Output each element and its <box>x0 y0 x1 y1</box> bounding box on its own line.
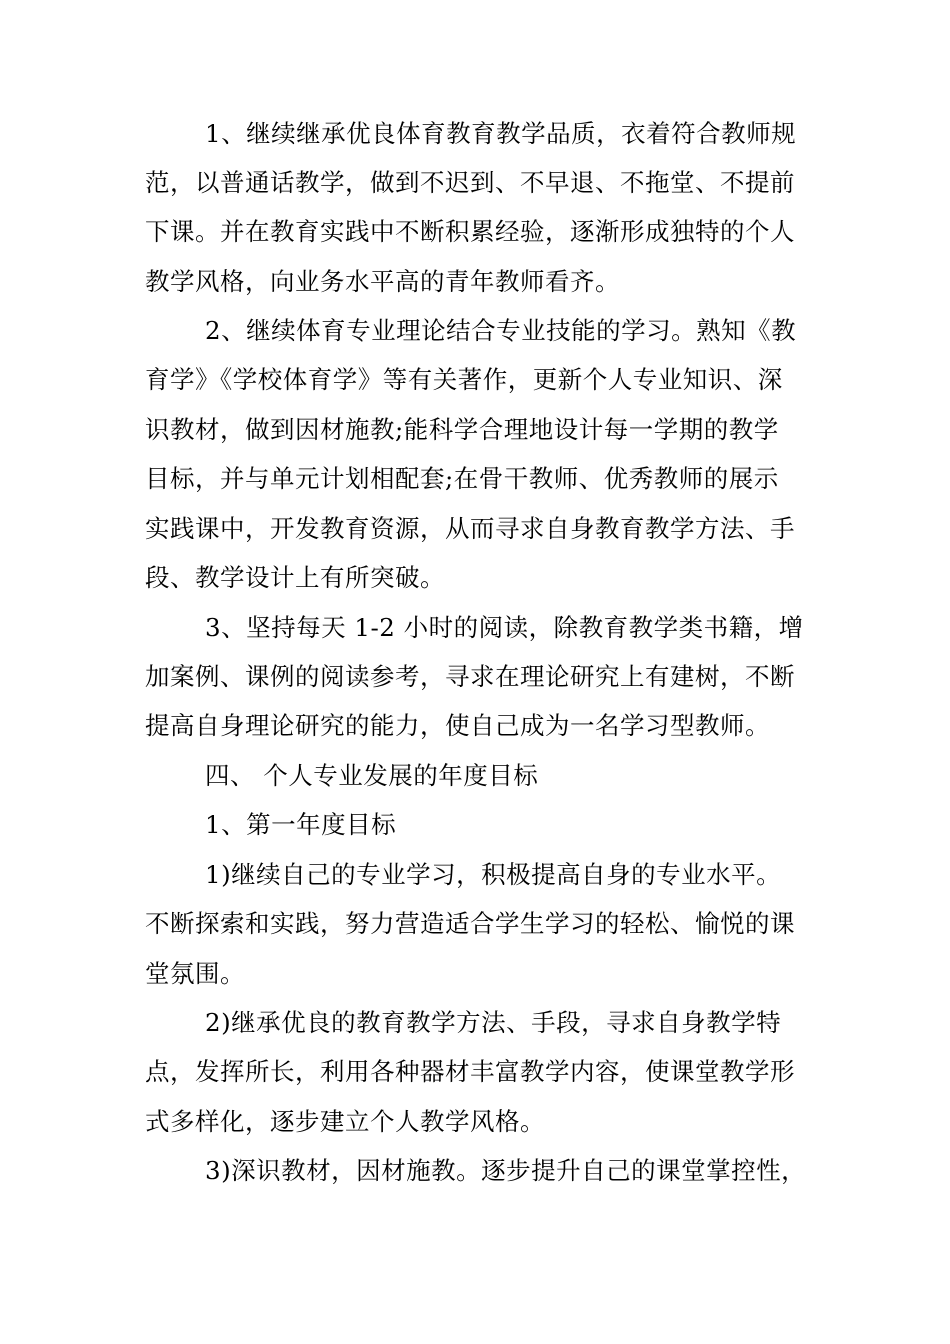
text-line: 式多样化，逐步建立个人教学风格。 <box>145 1107 545 1136</box>
text-line: 3)深识教材，因材施教。逐步提升自己的课堂掌控性， <box>205 1156 807 1185</box>
text-line: 范，以普通话教学，做到不迟到、不早退、不拖堂、不提前 <box>145 168 795 197</box>
text-line: 目标，并与单元计划相配套;在骨干教师、优秀教师的展示 <box>145 464 779 493</box>
subsection-heading: 1、第一年度目标 <box>205 810 397 839</box>
text-line: 不断探索和实践，努力营造适合学生学习的轻松、愉悦的课 <box>145 909 795 938</box>
text-line: 下课。并在教育实践中不断积累经验，逐渐形成独特的个人 <box>145 217 795 246</box>
text-line: 育学》《学校体育学》等有关著作，更新个人专业知识、深 <box>145 365 783 394</box>
text-line: 加案例、课例的阅读参考，寻求在理论研究上有建树，不断 <box>145 662 795 691</box>
text-line: 识教材，做到因材施教;能科学合理地设计每一学期的教学 <box>145 415 779 444</box>
text-line: 提高自身理论研究的能力，使自己成为一名学习型教师。 <box>145 711 770 740</box>
text-line: 点，发挥所长，利用各种器材丰富教学内容，使课堂教学形 <box>145 1057 795 1086</box>
text-line: 教学风格，向业务水平高的青年教师看齐。 <box>145 267 620 296</box>
section-heading: 四、 个人专业发展的年度目标 <box>205 761 539 790</box>
text-line: 实践课中，开发教育资源，从而寻求自身教育教学方法、手 <box>145 514 795 543</box>
text-line: 2、继续体育专业理论结合专业技能的学习。熟知《教 <box>205 316 797 345</box>
text-line: 3、坚持每天 1-2 小时的阅读，除教育教学类书籍，增 <box>205 613 804 642</box>
text-line: 堂氛围。 <box>145 959 245 988</box>
text-line: 1、继续继承优良体育教育教学品质，衣着符合教师规 <box>205 119 797 148</box>
text-line: 段、教学设计上有所突破。 <box>145 563 445 592</box>
text-line: 2)继承优良的教育教学方法、手段，寻求自身教学特 <box>205 1008 782 1037</box>
text-line: 1)继续自己的专业学习，积极提高自身的专业水平。 <box>205 860 782 889</box>
